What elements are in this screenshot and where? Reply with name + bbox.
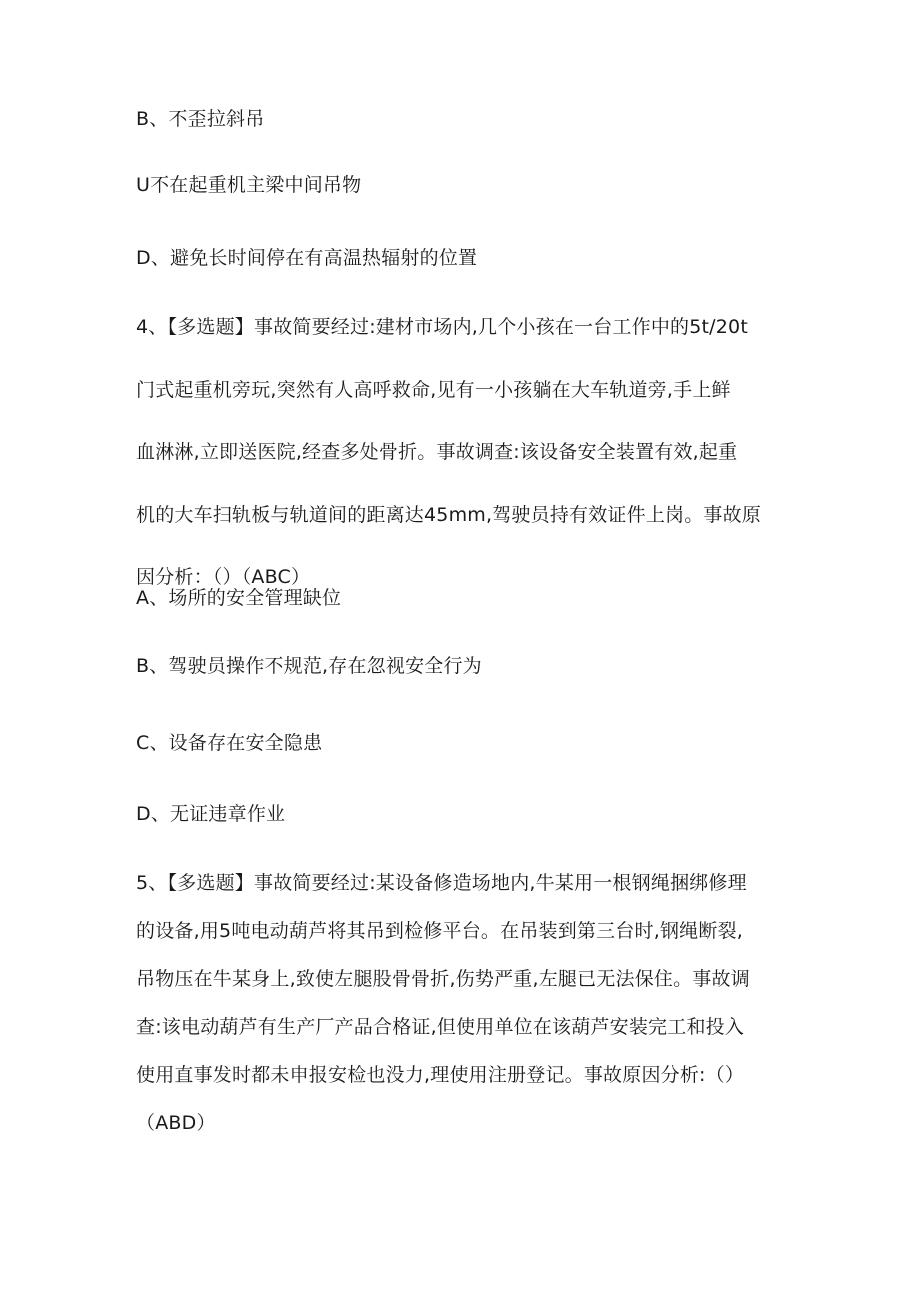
q3-option-d: D、避免长时间停在有高温热辐射的位置 [136, 247, 478, 269]
q5-line-3: 吊物压在牛某身上,致使左腿股骨骨折,伤势严重,左腿已无法保住。事故调 [136, 968, 750, 990]
q5-line-2: 的设备,用5吨电动葫芦将其吊到检修平台。在吊装到第三台时,钢绳断裂, [136, 920, 744, 942]
q5-line-6: （ABD） [136, 1112, 216, 1134]
q5-line-4: 查:该电动葫芦有生产厂产品合格证,但使用单位在该葫芦安装完工和投入 [136, 1016, 745, 1038]
q4-line-4: 机的大车扫轨板与轨道间的距离达45mm,驾驶员持有效证件上岗。事故原 [136, 503, 762, 526]
q3-option-c: U不在起重机主梁中间吊物 [136, 174, 362, 196]
q4-question [136, 314, 796, 590]
q4-line-3: 血淋淋,立即送医院,经查多处骨折。事故调查:该设备安全装置有效,起重 [136, 441, 738, 463]
q4-option-d: D、无证违章作业 [136, 803, 286, 825]
q4-option-c: C、设备存在安全隐患 [136, 732, 323, 754]
q4-line-2: 门式起重机旁玩,突然有人高呼救命,见有一小孩躺在大车轨道旁,手上鲜 [136, 378, 731, 401]
q4-option-b: B、驾驶员操作不规范,存在忽视安全行为 [136, 655, 482, 677]
q4-option-a: A、场所的安全管理缺位 [136, 587, 342, 609]
q4-line-1: 4、【多选题】事故简要经过:建材市场内,几个小孩在一台工作中的5t∕20t [136, 316, 748, 338]
q5-line-5: 使用直事发时都未申报安检也没力,理使用注册登记。事故原因分析:（） [136, 1064, 745, 1086]
q3-option-b: B、不歪拉斜吊 [136, 108, 265, 130]
q5-line-1: 5、【多选题】事故简要经过:某设备修造场地内,牛某用一根钢绳捆绑修理 [136, 872, 747, 894]
q5-question [136, 870, 796, 1136]
q4-line-5: 因分析：（）（ABC） [136, 566, 311, 588]
